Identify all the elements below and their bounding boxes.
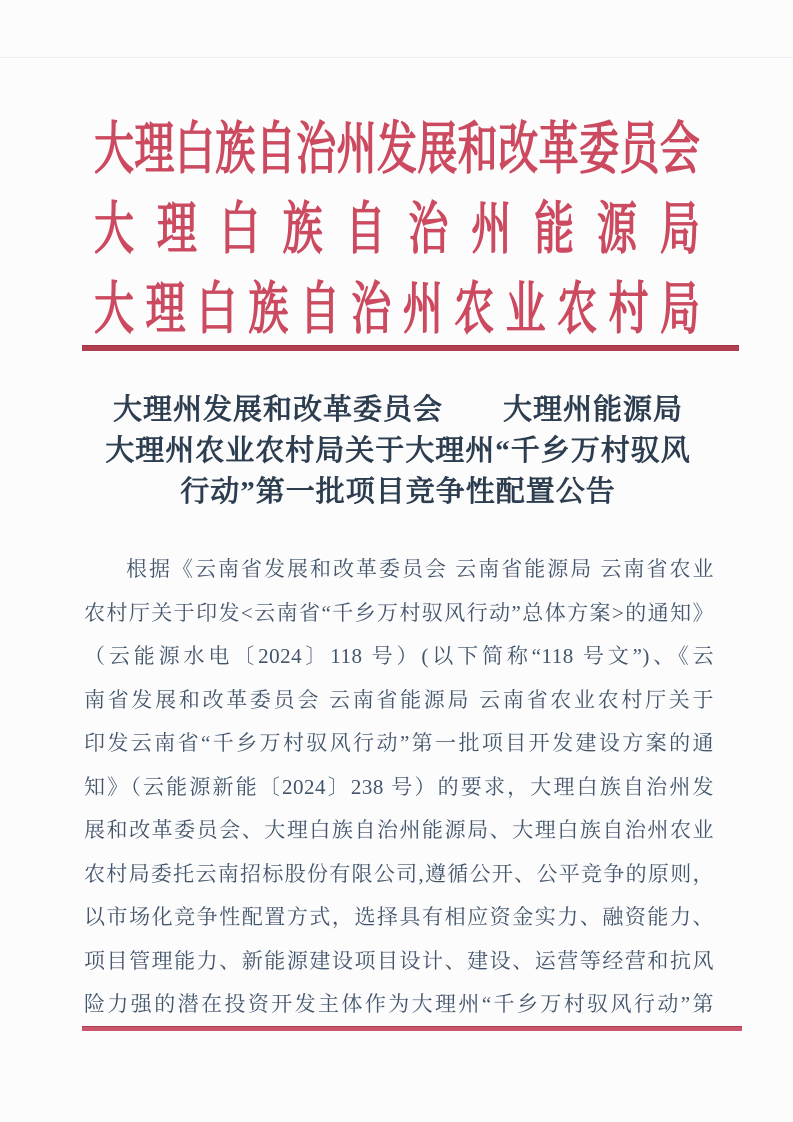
agency-name-char: 局 xyxy=(659,196,700,261)
agency-name-char: 能 xyxy=(534,196,575,261)
agency-name-char: 治 xyxy=(296,116,337,181)
agency-name-char: 族 xyxy=(248,276,289,341)
agency-name-char: 白 xyxy=(196,276,237,341)
agency-name-line-3 xyxy=(94,247,700,361)
agency-name-char: 理 xyxy=(134,116,175,181)
document-title-line-3: 行动”第一批项目竞争性配置公告 xyxy=(180,476,616,508)
agency-name-char: 农 xyxy=(557,276,598,341)
agency-name-char: 理 xyxy=(145,276,186,341)
agency-name-char: 改 xyxy=(498,116,539,181)
document-title xyxy=(84,390,712,513)
agency-name-char: 展 xyxy=(417,116,458,181)
agency-name-char: 族 xyxy=(282,196,323,261)
agency-name-char: 州 xyxy=(402,276,443,341)
agency-name-char: 委 xyxy=(579,116,620,181)
body-line: 农村局委托云南招标股份有限公司,遵循公开、公平竞争的原则， xyxy=(84,861,714,886)
agency-name-char: 源 xyxy=(597,196,637,261)
agency-name-char: 和 xyxy=(457,116,498,181)
agency-name-char: 州 xyxy=(336,116,377,181)
scan-artifact-line xyxy=(0,57,793,58)
letterhead-divider-rule xyxy=(82,345,739,351)
body-line: 南省发展和改革委员会 云南省能源局 云南省农业农村厅关于 xyxy=(84,687,714,712)
bottom-page-rule xyxy=(82,1026,742,1031)
agency-name-char: 业 xyxy=(505,276,546,341)
agency-name-char: 村 xyxy=(608,276,649,341)
agency-name-char: 大 xyxy=(94,276,134,341)
agency-name-char: 发 xyxy=(376,116,417,181)
agency-name-char: 农 xyxy=(454,276,495,341)
agency-name-char: 自 xyxy=(255,116,296,181)
body-paragraph xyxy=(84,548,714,1027)
agency-name-char: 革 xyxy=(538,116,579,181)
body-line: 印发云南省“千乡万村驭风行动”第一批项目开发建设方案的通 xyxy=(84,731,714,755)
agency-name-char: 治 xyxy=(351,276,392,341)
agency-name-char: 白 xyxy=(174,116,215,181)
agency-name-char: 大 xyxy=(94,116,134,181)
red-letterhead xyxy=(94,104,700,344)
document-title-line-1: 大理州发展和改革委员会 大理州能源局 xyxy=(112,394,683,426)
agency-name-char: 局 xyxy=(659,276,700,341)
agency-name-char: 会 xyxy=(659,116,700,181)
body-line: 项目管理能力、新能源建设项目设计、建设、运营等经营和抗风 xyxy=(84,948,714,973)
agency-name-char: 自 xyxy=(299,276,340,341)
agency-name-char: 白 xyxy=(219,196,260,261)
agency-name-char: 大 xyxy=(94,196,134,261)
body-line: 展和改革委员会、大理白族自治州能源局、大理白族自治州农业 xyxy=(84,818,714,842)
body-line: 农村厅关于印发<云南省“千乡万村驭风行动”总体方案>的通知》 xyxy=(84,600,714,625)
agency-name-char: 治 xyxy=(408,196,449,261)
body-line: 险力强的潜在投资开发主体作为大理州“千乡万村驭风行动”第 xyxy=(84,992,714,1016)
agency-name-char: 族 xyxy=(215,116,256,181)
body-line: 根据《云南省发展和改革委员会 云南省能源局 云南省农业 xyxy=(126,557,714,581)
body-line: 以市场化竞争性配置方式，选择具有相应资金实力、融资能力、 xyxy=(84,905,714,929)
body-line: （云能源水电〔2024〕118 号）(以下简称“118 号文”)、《云 xyxy=(84,644,714,668)
agency-name-char: 理 xyxy=(156,196,197,261)
document-title-line-2: 大理州农业农村局关于大理州“千乡万村驭风 xyxy=(105,435,691,467)
agency-name-char: 员 xyxy=(619,116,660,181)
agency-name-char: 州 xyxy=(471,196,512,261)
agency-name-char: 自 xyxy=(345,196,386,261)
body-line: 知》（云能源新能〔2024〕238 号）的要求，大理白族自治州发 xyxy=(84,774,714,799)
